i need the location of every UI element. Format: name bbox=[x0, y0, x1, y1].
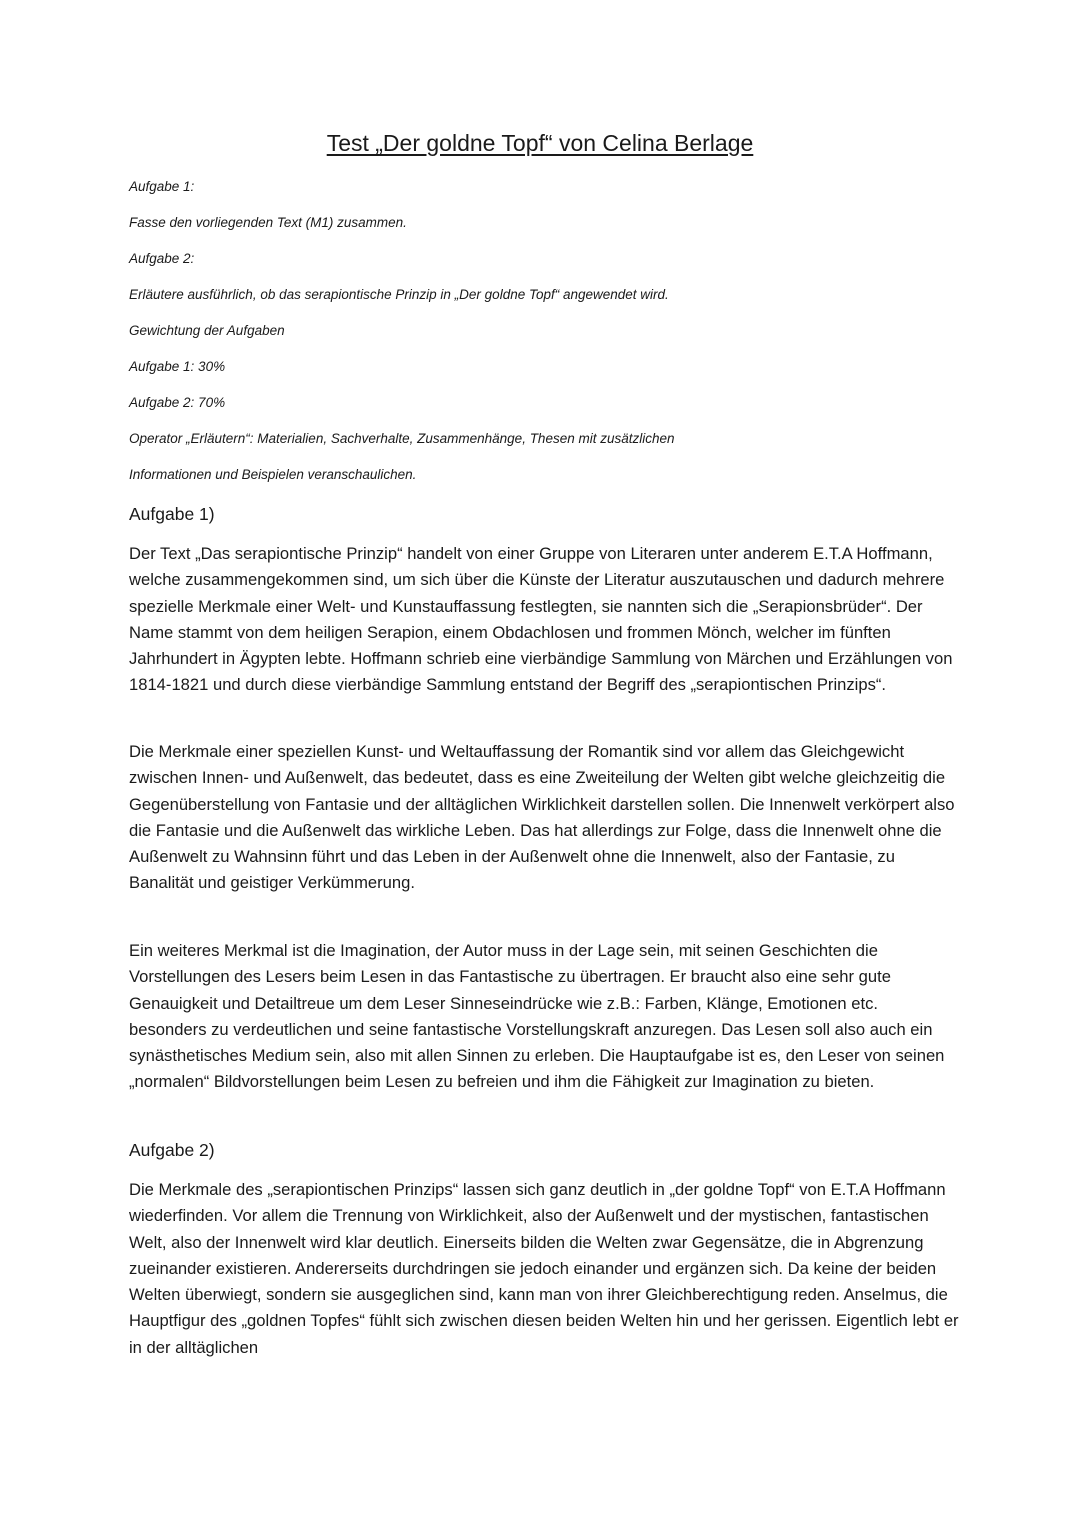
section-2-heading: Aufgabe 2) bbox=[129, 1140, 215, 1160]
weighting-assignment-1: Aufgabe 1: 30% bbox=[129, 359, 226, 374]
operator-definition: Operator „Erläutern“: Materialien, Sachverhalte, Zusammenhänge, Thesen mit zusätzlichen bbox=[129, 431, 675, 446]
weighting-heading: Gewichtung der Aufgaben bbox=[129, 323, 285, 338]
section-1-heading: Aufgabe 1) bbox=[129, 504, 215, 524]
operator-definition-continued: Informationen und Beispielen veranschaulichen. bbox=[129, 467, 417, 482]
assignment-1-label: Aufgabe 1: bbox=[129, 179, 195, 194]
weighting-assignment-2: Aufgabe 2: 70% bbox=[129, 395, 226, 410]
section-1-paragraph: Der Text „Das serapiontische Prinzip“ handelt von einer Gruppe von Literaren unter anderem E.T.A Hoffmann, welche zusammengekommen sind, um sich über die Künste der Literatur auszutauschen und dadurch mehrere spezielle Merkmale einer Welt- und Kunstauffassung festlegten, sie nannten sich die „Serapionsbrüder“. Der Name stammt von dem heiligen Serapion, einem Obdachlosen und frommen Mönch, welcher im fünften Jahrhundert in Ägypten lebte. Hoffmann schrieb eine vierbändige Sammlung von Märchen und Erzählungen von 1814-1821 und durch diese vierbändige Sammlung entstand der Begriff des „serapiontischen Prinzips“. bbox=[129, 544, 953, 695]
document-title: Test „Der goldne Topf“ von Celina Berlage bbox=[326, 130, 754, 156]
section-1-paragraph: Ein weiteres Merkmal ist die Imagination, der Autor muss in der Lage sein, mit seinen Geschichten die Vorstellungen des Lesers beim Lesen in das Fantastische zu übertragen. Er braucht also eine sehr gute Genauigkeit und Detailtreue um dem Leser Sinneseindrücke wie z.B.: Farben, Klänge, Emotionen etc. besonders zu verdeutlichen und seine fantastische Vorstellungskraft anzuregen. Das Lesen soll also auch ein synästhetisches Medium sein, also mit allen Sinnen zu erleben. Die Hauptaufgabe ist es, den Leser von seinen „normalen“ Bildvorstellungen beim Lesen zu befreien und ihm die Fähigkeit zur Imagination zu bieten. bbox=[129, 941, 945, 1092]
assignment-2-text: Erläutere ausführlich, ob das serapiontische Prinzip in „Der goldne Topf“ angewendet wird. bbox=[129, 287, 669, 302]
section-2-paragraph: Die Merkmale des „serapiontischen Prinzips“ lassen sich ganz deutlich in „der goldne Topf“ von E.T.A Hoffmann wiederfinden. Vor allem die Trennung von Wirklichkeit, also der Außenwelt und der mystischen, fantastischen Welt, also der Innenwelt wird klar deutlich. Einerseits bilden die Welten zwar Gegensätze, die in Abgrenzung zueinander existieren. Andererseits durchdringen sie jedoch einander und ergänzen sich. Da keine der beiden Welten überwiegt, sondern sie ausgeglichen sind, kann man von ihrer Gleichberechtigung reden. Anselmus, die Hauptfigur des „goldnen Topfes“ fühlt sich zwischen diesen beiden Welten hin und her gerissen. Eigentlich lebt er in der alltäglichen bbox=[129, 1180, 959, 1357]
assignment-2-label: Aufgabe 2: bbox=[129, 251, 195, 266]
assignment-1-text: Fasse den vorliegenden Text (M1) zusammen. bbox=[129, 215, 407, 230]
section-1-paragraph: Die Merkmale einer speziellen Kunst- und Weltauffassung der Romantik sind vor allem das Gleichgewicht zwischen Innen- und Außenwelt, das bedeutet, dass es eine Zweiteilung der Welten gibt welche gleichzeitig die Gegenüberstellung von Fantasie und der alltäglichen Wirklichkeit darstellen sollen. Die Innenwelt verkörpert also die Fantasie und die Außenwelt das wirkliche Leben. Das hat allerdings zur Folge, dass die Innenwelt ohne die Außenwelt zu Wahnsinn führt und das Leben in der Außenwelt ohne die Innenwelt, also der Fantasie, zu Banalität und geistiger Verkümmerung. bbox=[129, 742, 955, 893]
